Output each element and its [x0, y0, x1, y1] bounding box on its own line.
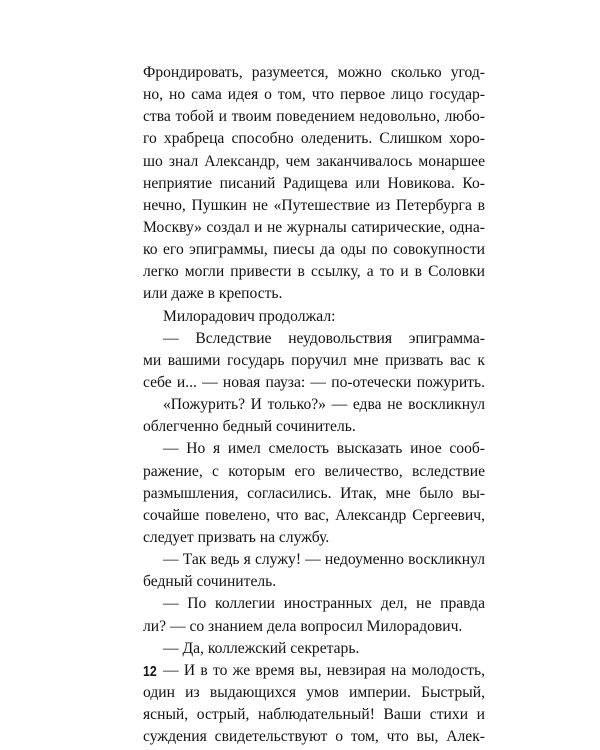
text-line: — Вследствие неудовольствия эпиграмма- — [163, 329, 485, 347]
text-line: облегченно бедный сочинитель. — [143, 418, 356, 436]
text-line: суждения свидетельствуют о том, что вы, Алек- — [143, 728, 485, 746]
text-line: легко могли привести в ссылку, а то и в Соловки — [143, 263, 485, 281]
text-line: — И в то же время вы, невзирая на молодость, — [163, 661, 485, 679]
text-line: «Пожурить? И только?» — едва не воскликнул — [163, 396, 485, 414]
text-line: Милорадович продолжал: — [163, 307, 336, 325]
text-line: — Но я имел смелость высказать иное сооб- — [163, 440, 485, 458]
text-line: го храбреца способно оледенить. Слишком хоро- — [143, 130, 485, 148]
text-line: неприятие писаний Радищева или Новикова. Ко- — [143, 174, 485, 192]
text-line: — Да, коллежский секретарь. — [163, 639, 360, 657]
text-line: себе и... — новая пауза: — по-отечески пожурить. — [143, 373, 485, 391]
text-line: ко его эпиграммы, пиесы да оды по совокупности — [143, 241, 485, 259]
text-line: Москву» создал и не журналы сатирические, одна- — [143, 218, 485, 236]
page-number: 12 — [143, 663, 157, 680]
text-line: — По коллегии иностранных дел, не правда — [163, 595, 485, 613]
text-line: но, но сама идея о том, что первое лицо государ- — [143, 86, 485, 104]
text-line: ства тобой и твоим поведением недовольно, любо- — [143, 108, 485, 126]
text-line: ли? — со знанием дела вопросил Милорадович. — [143, 617, 463, 635]
text-line: ражение, с которым его величество, вследствие — [143, 462, 485, 480]
text-line: нечно, Пушкин не «Путешествие из Петербурга в — [143, 196, 485, 214]
text-line: следует призвать на службу. — [143, 528, 330, 546]
text-line: или даже в крепость. — [143, 285, 283, 303]
text-line: Фрондировать, разумеется, можно сколько угод- — [143, 64, 485, 81]
text-line: ми вашими государь поручил мне призвать вас к — [143, 351, 485, 369]
text-line: сочайше повелено, что вас, Александр Сергеевич, — [143, 506, 485, 524]
text-line: размышления, согласились. Итак, мне было вы- — [143, 484, 485, 502]
text-line: шо знал Александр, чем заканчивалось монаршее — [143, 152, 485, 170]
text-line: ясный, острый, наблюдательный! Ваши стихи и — [143, 706, 485, 724]
text-line: бедный сочинитель. — [143, 573, 277, 591]
body-text — [143, 62, 485, 748]
text-line: — Так ведь я служу! — недоуменно воскликнул — [163, 551, 485, 569]
text-line: один из выдающихся умов империи. Быстрый, — [143, 683, 485, 701]
